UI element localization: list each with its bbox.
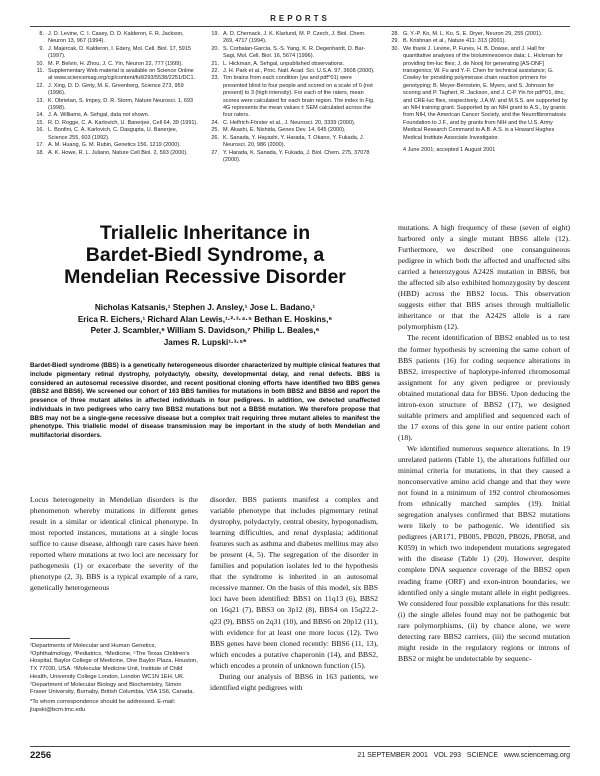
author-line: Erica R. Eichers,¹ Richard Alan Lewis,¹·²·³·⁴·⁵ Bethan E. Hoskins,⁶: [77, 314, 333, 324]
reference-text: M. Akashi, E. Nishida, Genes Dev. 14, 645 (2000).: [223, 127, 346, 134]
reference-item: [30, 142, 198, 149]
reference-text: R. D. Rogge, C. A. Karlovich, U. Banerjee, Cell 64, 39 (1991).: [48, 119, 198, 126]
reference-number: 27.: [211, 149, 219, 156]
reference-number: 22.: [211, 68, 219, 75]
reference-number: 29.: [391, 38, 399, 45]
reference-item: [30, 61, 198, 68]
footnote-rule: [30, 638, 70, 639]
reference-item: [205, 61, 377, 68]
reference-text: G. Y.-P. Ko, M. L. Ko, S. E. Dryer, Neuron 29, 255 (2001).: [403, 31, 543, 37]
reference-number: 24.: [211, 119, 219, 126]
reference-item: [30, 150, 198, 157]
affiliations: ¹Departments of Molecular and Human Genetics, ²Ophthalmology, ³Pediatrics, ⁴Medicine, ⁵The Texas Children's Hospital, Baylor College of Medicine, One Baylor Plaza, Houston, TX 77030, USA. ⁶Molecular Medicine Unit, Institute of Child Health, University College London, London WC1N 1EH, UK. ⁷Department of Molecular Biology and Biochemistry, Simon Fraser University, Burnaby, British Columbia, V5A 1S6, Canada.: [30, 643, 198, 696]
reference-text: K. Obrietan, S. Impey, D. R. Storm, Nature Neurosci. 1, 693 (1998).: [48, 97, 194, 112]
reference-number: 20.: [211, 45, 219, 52]
reference-number: 16.: [36, 127, 44, 134]
reference-item: [30, 98, 198, 113]
article-title: [30, 222, 380, 288]
reference-text: K. Sanada, Y. Hayashi, Y. Harada, T. Okano, Y. Fukada, J. Neurosci. 20, 986 (2000).: [223, 134, 365, 149]
reference-item: [205, 31, 377, 46]
running-head: REPORTS: [270, 14, 330, 23]
reference-item: [30, 83, 198, 98]
body-paragraph: During our analysis of BBS6 in 163 patients, we identified eight pedigrees with: [210, 671, 378, 692]
reference-text: J. Majercak, D. Kalderon, I. Edery, Mol. Cell. Biol. 17, 5915 (1997).: [48, 45, 191, 60]
reference-number: 19.: [211, 31, 219, 37]
reference-number: 11.: [36, 68, 44, 75]
reference-number: 13.: [36, 97, 44, 104]
header-rule: [30, 26, 570, 27]
references-column-2: [205, 31, 377, 164]
reference-item: [385, 147, 570, 154]
reference-number: 18.: [36, 149, 44, 156]
reference-item: [385, 46, 570, 142]
page-number: 2256: [30, 750, 52, 761]
reference-number: 25.: [211, 127, 219, 134]
body-paragraph: We identified numerous sequence alterations. In 19 unrelated patients (Table 1), the alterations fulfilled our minimal criteria for mutations, in that they caused a nonconservative amino acid change and that they were not found in a minimum of 192 control chromosomes from ethnically matched samples (19). Initial segregation analyses confirmed that BBS2 mutations were likely to be pathogenic. We identified six pedigrees (AR171, PB005, PB020, PB026, PB058, and K059) in which two independent mutations segregated with the disease (Table 1) (20). However, despite complete DNA sequence coverage of the BBS2 open reading frame (ORF) and exon-intron boundaries, we identified only a single mutant allele in eight pedigrees. We considered four possible explanations for this result: (i) the single alleles found may not be pathogenic but rare polymorphisms, (ii) by chance alone, we were detecting rare BBS2 carriers, (iii) the second mutation might reside in the regulatory regions or introns of BBS2 or might be undetectable by sequenc-: [398, 443, 570, 663]
title-line: Bardet-Biedl Syndrome, a: [85, 244, 325, 266]
reference-item: [205, 75, 377, 119]
reference-text: A. K. Howe, R. L. Juliano, Nature Cell Biol. 2, 593 (2000).: [48, 149, 188, 156]
reference-number: 8.: [39, 31, 44, 37]
reference-text: We thank J. Levine, P. Funes, H. B. Dowse, and J. Hall for quantitative analyses of the bioluminescence data; L. Hickman for providing tim-luc flies; J. de Nooij for generating [AS-DNF] transgenics; W. Fu and Y.-F. Chen for technical assistance; G. Cowley for providing polymerase chain reaction primers for genotyping; B. Meyer-Bernstein, E. Myers, and S. Johnson for scoring and P. Taghert, R. Jackson, and J. C-P Yin for pdf^01, dnc, and CRE-luc flies, respectively. J.A.W. and M.S.S. are supported by an NIH training grant. Supported by an NIH grant to A.S., by grants from NIH, the American Cancer Society, and the Neurofibromatosis Foundation to J.F., and by grants from NIH and the U.S. Army Medical Research Command to A.B. A.S. is a Howard Hughes Medical Institute Associate Investigator.: [403, 45, 568, 141]
reference-text: Supplementary Web material is available on Science Online at www.sciencemag.org/cgi/content/full/293/5538/2251/DC1.: [48, 68, 196, 82]
reference-number: 26.: [211, 134, 219, 141]
reference-text: 4 June 2001; accepted 1 August 2001: [403, 147, 496, 154]
body-paragraph: Locus heterogeneity in Mendelian disorders is the phenomenon whereby mutations in different genes result in a similar or identical clinical phenotype. In most reported instances, mutations at a single locus suffice to cause disease, although rare cases have been reported where mutations at two loci are necessary for pathogenesis (1) or exacerbate the severity of the phenotype (2, 3). BBS is a typical example of a rare, genetically heterogeneous: [30, 495, 198, 593]
reference-number: [385, 147, 403, 154]
title-line: Mendelian Recessive Disorder: [64, 266, 346, 288]
reference-text: L. Bonfini, C. A. Karlovich, C. Dasgupta, U. Banerjee, Science 255, 603 (1992).: [48, 127, 178, 141]
body-column-3: [398, 222, 570, 664]
issue-line: 21 SEPTEMBER 2001 VOL 293 SCIENCE www.sciencemag.org: [357, 752, 570, 759]
reference-number: 12.: [36, 82, 44, 89]
reference-text: J. Xing, D. D. Ginty, M. E. Greenberg, Science 273, 959 (1996).: [48, 82, 184, 97]
reference-item: [30, 127, 198, 142]
reference-text: C. Helfrich-Förster et al., J. Neurosci. 20, 3339 (2000).: [223, 119, 356, 126]
reference-number: 17.: [36, 142, 44, 149]
title-line: Triallelic Inheritance in: [99, 222, 311, 244]
reference-item: [205, 135, 377, 150]
reference-text: B. Krishnan et al., Nature 411: 313 (2001).: [403, 38, 506, 45]
reference-text: J. D. Levine, C. I. Casey, D. D. Kalderon, F. R. Jackson, Neuron 13, 967 (1994).: [48, 31, 184, 45]
reference-item: [205, 120, 377, 127]
reference-text: S. Corbalan-Garcia, S.-S. Yang, K. R. Degenhardt, D. Bar-Sagi, Mol. Cell. Biol. 16, 5674 (1996).: [223, 45, 366, 60]
reference-text: L. Hickman, A. Sehgal, unpublished observations.: [223, 60, 345, 67]
correspondence-note: *To whom correspondence should be addressed. E-mail: jlupski@bcm.tmc.edu: [30, 698, 176, 713]
reference-number: 15.: [36, 119, 44, 126]
reference-number: 23.: [211, 75, 219, 82]
reference-text: Y. Harada, K. Sanada, Y. Fukada, J. Biol. Chem. 275, 37078 (2000).: [223, 149, 370, 163]
reference-text: A. D. Chernack, J. K. Klarlund, M. P. Czech, J. Biol. Chem. 269, 4717 (1994).: [223, 31, 366, 45]
reference-item: [30, 68, 198, 83]
footnotes: [30, 643, 198, 716]
reference-text: A. M. Huang, G. M. Rubin, Genetics 156, 1219 (2000).: [48, 142, 181, 149]
footer-rule: [30, 746, 570, 747]
reference-item: [205, 150, 377, 165]
author-list: [30, 302, 380, 348]
body-paragraph: mutations. A high frequency of these (seven of eight) harbored only a single mutant BBS6 allele (12). Furthermore, we described one consanguineous pedigree in which both the affected and unaffected sibs carried a heterozygous A242S mutation in BBS6, but the affected sib also exhibited homozygosity by descent (HBD) across the BBS2 locus. This observation suggests either that BBS arises through multiallelic inheritance or that the A242S allele is a rare polymorphism (12).: [398, 223, 570, 332]
reference-item: [205, 127, 377, 134]
reference-item: [30, 46, 198, 61]
reference-text: J. A. Williams, A. Sehgal, data not shown.: [48, 112, 150, 119]
body-column-1: [30, 494, 198, 593]
author-line: Peter J. Scambler,⁶ William S. Davidson,⁷ Philip L. Beales,⁶: [90, 326, 320, 335]
reference-number: 30.: [391, 45, 399, 52]
reference-text: Tim brains from each condition (yw and pdf^01) were presented blind to four people and scored on a scale of 0 (not present) to 3 (high intensity). For each of the raters, mean scores were calculated for each brain region. The index in Fig. 4G represents the mean values ± SEM calculated across the four raters.: [223, 75, 375, 119]
reference-item: [30, 112, 198, 119]
reference-number: 21.: [211, 60, 219, 67]
reference-number: 28.: [391, 31, 399, 37]
references-column-3: [385, 31, 570, 155]
reference-item: [205, 46, 377, 61]
body-paragraph: The recent identification of BBS2 enabled us to test the former hypothesis by screening the same cohort of BBS patients (16) for coding sequence alterations in BBS2, irrespective of haplotype-inferred chromosomal assignment for any given pedigree or previously obtained mutational data for BBS6. Upon deducing the intron-exon structure of BBS2 (17), we designed suitable primers and amplified and sequenced each of the 17 exons of this gene in our entire patient cohort (18).: [398, 333, 570, 442]
reference-item: [30, 120, 198, 127]
references-column-1: [30, 31, 198, 157]
reference-item: [205, 68, 377, 75]
reference-item: [385, 38, 570, 45]
reference-number: 9.: [39, 45, 44, 52]
reference-text: M. P. Belvin, H. Zhou, J. C. Yin, Neuron 22, 777 (1999).: [48, 60, 183, 67]
body-paragraph: disorder. BBS patients manifest a complex and variable phenotype that includes pigmentary retinal dystrophy, polydactyly, central obesity, hypogonadism, learning difficulties, and renal dysplasia; additional features such as asthma and diabetes mellitus may also be present (4, 5). The segregation of the disorder in families and population isolates led to the hypothesis that the syndrome is inherited in an autosomal recessive manner. On the basis of this model, six BBS loci have been identified: BBS1 on 11q13 (6), BBS2 on 16q21 (7), BBS3 on 3p12 (8), BBS4 on 15q22.2-q23 (9), BBS5 on 2q31 (10), and BBS6 on 20p12 (11), with evidence for at least one more locus (12). Two BBS genes have been cloned recently: BBS6 (11, 13), which encodes a putative chaperonin (14), and BBS2, which encodes a protein of unknown function (15).: [210, 495, 378, 670]
author-line: James R. Lupski¹·³·⁵*: [163, 337, 247, 347]
reference-text: J. H. Park et al., Proc. Natl. Acad. Sci. U.S.A. 97, 3608 (2000).: [223, 68, 375, 75]
reference-number: 10.: [36, 60, 44, 67]
reference-item: [385, 31, 570, 38]
reference-number: 14.: [36, 112, 44, 119]
body-column-2: [210, 494, 378, 693]
reference-item: [30, 31, 198, 46]
author-line: Nicholas Katsanis,¹ Stephen J. Ansley,¹ Jose L. Badano,¹: [94, 303, 316, 312]
abstract: Bardet-Biedl syndrome (BBS) is a genetically heterogeneous disorder characterized by multiple clinical features that include pigmentary retinal dystrophy, polydactyly, obesity, developmental delay, and renal defects. BBS is considered an autosomal recessive disorder, and recent positional cloning efforts have identified two BBS genes (BBS2 and BBS6). We screened our cohort of 163 BBS families for mutations in both BBS2 and BBS6 and report the presence of three mutant alleles in affected individuals in four pedigrees. In addition, we detected unaffected individuals in two pedigrees who carry two BBS2 mutations but not a BBS6 mutation. We therefore propose that BBS may not be a single-gene recessive disease but a complex trait requiring three mutant alleles to manifest the phenotype. This triallelic model of disease transmission may be important in the study of both Mendelian and multifactorial disorders.: [30, 362, 380, 439]
